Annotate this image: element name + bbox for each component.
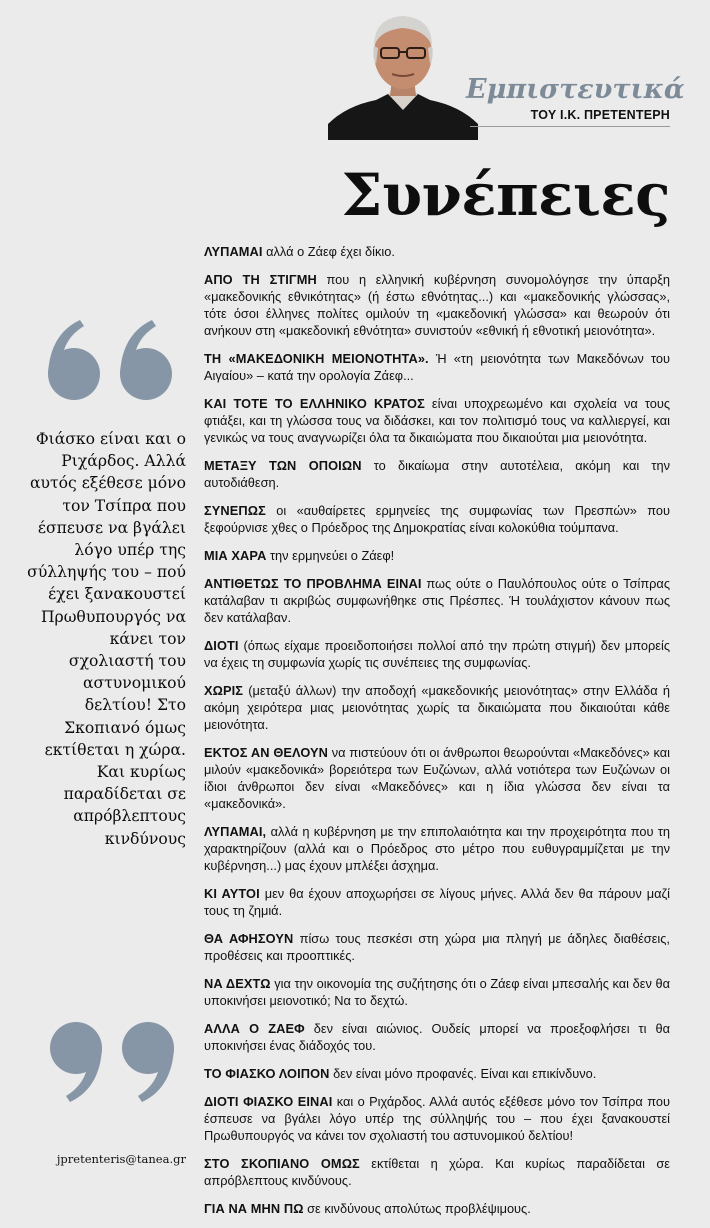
- paragraph-lead: ΑΝΤΙΘΕΤΩΣ ΤΟ ΠΡΟΒΛΗΜΑ ΕΙΝΑΙ: [204, 576, 422, 591]
- paragraph-text: δεν είναι αιώνιος. Ουδείς μπορεί να προεξοφλήσει τι θα υποκινήσει ένας διάδοχός του.: [204, 1021, 670, 1053]
- paragraph-lead: ΘΑ ΑΦΗΣΟΥΝ: [204, 931, 294, 946]
- article-paragraph: [204, 271, 670, 339]
- article-paragraph: [204, 885, 670, 919]
- paragraph-lead: ΓΙΑ ΝΑ ΜΗΝ ΠΩ: [204, 1201, 304, 1216]
- paragraph-lead: ΣΥΝΕΠΩΣ: [204, 503, 266, 518]
- paragraph-text: για την οικονομία της συζήτησης ότι ο Ζάεφ είναι μπεσαλής και δεν θα υποκινήσει μειονοτικό; Να το δεχτώ.: [204, 976, 670, 1008]
- article-paragraph: [204, 682, 670, 733]
- paragraph-text: είναι υποχρεωμένο και σχολεία να τους φτιάξει, και τη γλώσσα τους να διδάσκει, και τον πολιτισμό τους να καλλιεργεί, και γενικώς να τους αναγνωρίζει όλα τα δικαιώματα που δικαιούται μια μειονότητα.: [204, 396, 670, 445]
- paragraph-text: αλλά ο Ζάεφ έχει δίκιο.: [266, 244, 395, 259]
- article-paragraph: [204, 1155, 670, 1189]
- paragraph-text: να πιστεύουν ότι οι άνθρωποι θεωρούνται «Μακεδόνες» και μιλούν «μακεδονικά» βορειότερα των Ευζώνων, αλλά νοτιότερα των Ευζώνων οι ίδιοι άνθρωποι δεν είναι «Μακεδόνες» και η ίδια γλώσσα δεν είναι τα «μακεδονικά».: [204, 745, 670, 811]
- author-portrait-icon: [328, 6, 478, 140]
- paragraph-lead: ΚΙ ΑΥΤΟΙ: [204, 886, 260, 901]
- article-paragraph: [204, 823, 670, 874]
- article-paragraph: [204, 1093, 670, 1144]
- paragraph-lead: ΜΙΑ ΧΑΡΑ: [204, 548, 267, 563]
- open-quote-icon: [36, 312, 186, 412]
- paragraph-text: δεν είναι μόνο προφανές. Είναι και επικίνδυνο.: [333, 1066, 597, 1081]
- paragraph-text: την ερμηνεύει ο Ζάεφ!: [269, 548, 395, 563]
- paragraph-lead: ΝΑ ΔΕΧΤΩ: [204, 976, 271, 991]
- paragraph-text: (μεταξύ άλλων) την αποδοχή «μακεδονικής μειονότητας» στην Ελλάδα ή ακόμη χειρότερα μιας μειονότητας χωρίς τα δικαιώματα που δικαιούται κάθε μειονότητα.: [204, 683, 670, 732]
- paragraph-lead: ΧΩΡΙΣ: [204, 683, 244, 698]
- paragraph-text: το δικαίωμα στην αυτοτέλεια, ακόμη και την αυτοδιάθεση.: [204, 458, 670, 490]
- article-paragraph: [204, 1065, 670, 1082]
- article-paragraph: [204, 744, 670, 812]
- paragraph-lead: ΚΑΙ ΤΟΤΕ ΤΟ ΕΛΛΗΝΙΚΟ ΚΡΑΤΟΣ: [204, 396, 425, 411]
- column-name: Εμπιστευτικά: [466, 74, 685, 105]
- article-paragraph: [204, 457, 670, 491]
- paragraph-text: που η ελληνική κυβέρνηση συνομολόγησε την ύπαρξη «μακεδονικής εθνικότητας» (ή έστω εθνότητας...) και «μακεδονικής γλώσσας», τότε όσοι έλληνες πολίτες ομιλούν τη «μακεδονική γλώσσα» και θεωρούν ότι ανήκουν στη «μακεδονική εθνότητα» συνιστούν «εθνική ή εθνοτική μειονότητα».: [204, 272, 670, 338]
- article-paragraph: [204, 395, 670, 446]
- paragraph-lead: ΛΥΠΑΜΑΙ,: [204, 824, 267, 839]
- article-headline: Συνέπειες: [341, 161, 670, 229]
- paragraph-text: σε κινδύνους απολύτως προβλέψιμους.: [307, 1201, 531, 1216]
- paragraph-text: μεν θα έχουν αποχωρήσει σε λίγους μήνες. Αλλά δεν θα πάρουν μαζί τους τη ζημιά.: [204, 886, 671, 918]
- column-header: [0, 0, 710, 142]
- article-paragraph: [204, 243, 670, 260]
- paragraph-lead: ΣΤΟ ΣΚΟΠΙΑΝΟ ΟΜΩΣ: [204, 1156, 360, 1171]
- paragraph-text: πως ούτε ο Παυλόπουλος ούτε ο Τσίπρας κατάλαβαν τι ακριβώς συμφωνήθηκε στις Πρέσπες. Ή τουλάχιστον κάνουν πως δεν κατάλαβαν.: [204, 576, 670, 625]
- article-paragraph: [204, 1020, 670, 1054]
- paragraph-text: πίσω τους πεσκέσι στη χώρα μια πληγή με άδηλες διαθέσεις, προθέσεις και προοπτικές.: [204, 931, 670, 963]
- paragraph-lead: ΔΙΟΤΙ: [204, 638, 239, 653]
- paragraph-lead: ΤΟ ΦΙΑΣΚΟ ΛΟΙΠΟΝ: [204, 1066, 330, 1081]
- paragraph-lead: ΤΗ «ΜΑΚΕΔΟΝΙΚΗ ΜΕΙΟΝΟΤΗΤΑ».: [204, 351, 429, 366]
- paragraph-text: και ο Ριχάρδος. Αλλά αυτός εξέθεσε μόνο τον Τσίπρα που έσπευσε να βγάλει λόγο υπέρ της σύλληψής του – που έχει ξανακουστεί Πρωθυπουργός να κάνει τον σχολιαστή του αστυνομικού δελτίου!: [204, 1094, 670, 1143]
- paragraph-text: εκτίθεται η χώρα. Και κυρίως παραδίδεται σε απρόβλεπτους κινδύνους.: [204, 1156, 670, 1188]
- article-paragraph: [204, 1200, 670, 1217]
- close-quote-icon: [36, 1010, 186, 1110]
- paragraph-lead: ΑΠΟ ΤΗ ΣΤΙΓΜΗ: [204, 272, 317, 287]
- paragraph-text: αλλά η κυβέρνηση με την επιπολαιότητα και την προχειρότητα που τη χαρακτηρίζουν (αλλά και ο Πρόεδρος στο μέτρο που ευθυγραμμίζεται με την κυβέρνηση...) μας έχουν μπλέξει άσχημα.: [204, 824, 671, 873]
- author-byline: ΤΟΥ Ι.Κ. ΠΡΕΤΕΝΤΕΡΗ: [530, 108, 670, 122]
- article-paragraph: [204, 637, 670, 671]
- article-paragraph: [204, 575, 670, 626]
- article-paragraph: [204, 975, 670, 1009]
- paragraph-lead: ΛΥΠΑΜΑΙ: [204, 244, 263, 259]
- article-paragraph: [204, 930, 670, 964]
- pull-quote-text: Φιάσκο είναι και ο Ριχάρδος. Αλλά αυτός εξέθεσε μόνο τον Τσίπρα που έσπευσε να βγάλει λόγο υπέρ της σύλληψής του – πού έχει ξανακουστεί Πρωθυπουργός να κάνει τον σχολιαστή του αστυνομικού δελτίου! Στο Σκοπιανό όμως εκτίθεται η χώρα. Και κυρίως παραδίδεται σε απρόβλεπτους κινδύνους: [27, 430, 186, 848]
- article-paragraph: [204, 502, 670, 536]
- paragraph-lead: ΜΕΤΑΞΥ ΤΩΝ ΟΠΟΙΩΝ: [204, 458, 362, 473]
- paragraph-text: (όπως είχαμε προειδοποιήσει πολλοί από την πρώτη στιγμή) δεν μπορείς να έχεις τη συμφωνία χωρίς τις συνέπειες της συμφωνίας.: [204, 638, 670, 670]
- paragraph-lead: ΔΙΟΤΙ ΦΙΑΣΚΟ ΕΙΝΑΙ: [204, 1094, 333, 1109]
- pull-quote-sidebar: [26, 300, 186, 1180]
- paragraph-text: Ή «τη μειονότητα των Μακεδόνων του Αιγαίου» – κατά την ορολογία Ζάεφ...: [204, 351, 670, 383]
- paragraph-lead: ΕΚΤΟΣ ΑΝ ΘΕΛΟΥΝ: [204, 745, 329, 760]
- paragraph-text: οι «αυθαίρετες ερμηνείες της συμφωνίας των Πρεσπών» που ξεφούρνισε χθες ο Πρόεδρος της Δημοκρατίας είναι κολοκύθια τούμπανα.: [204, 503, 670, 535]
- paragraph-lead: ΑΛΛΑ Ο ΖΑΕΦ: [204, 1021, 305, 1036]
- article-paragraph: [204, 547, 670, 564]
- header-divider: [470, 126, 670, 127]
- article-body: [204, 243, 670, 1228]
- author-email: jpretenteris@tanea.gr: [56, 1152, 186, 1166]
- article-paragraph: [204, 350, 670, 384]
